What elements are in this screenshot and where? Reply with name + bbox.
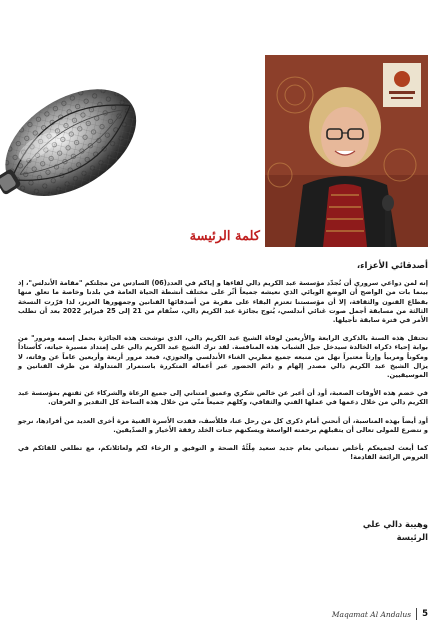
greeting: أصدقائي الأعزاء، — [356, 261, 428, 271]
president-portrait-photo — [265, 55, 428, 247]
signer-role: الرئيسة — [396, 532, 428, 542]
letter-paragraph: تحتفل هذه السنة بالذكرى الرابعة والأربعين لوفاة الشيخ عبد الكريم دالي، الذي توشحت هذه الجائزة بحمل إسمه ومرور" من بوابة إحياء ذكراه الخالدة سيدخل جيل الشباب هذه المنافسة. لقد ترك الشيخ عبد الكريم دالي على إمتداد مسيرة حياته، كأستاذاً ومكوناً ومربياً وإرثاً معتبراً نهل من منبعه جميع مطربي الغناء الأندلسي والحوزي، فبعد مرور أربعة وأربعين عاماً عن وفاته، لا يزال الشيخ عبد الكريم دالي مصدر إلهام و دائم الحضور عبر أعماله المتكررة باستمرار المتداولة من طرف الفنانين و الموسيقيين. — [18, 334, 428, 380]
section-title: كلمة الرئيسة — [189, 229, 260, 244]
signer-name: وهيبة دالي علي — [362, 519, 428, 529]
letter-paragraph: كما أبعث لجميعكم بأخلص تمنياتي بعام جديد سعيد مِلْئُهُ الصحة و التوفيق و الرخاء لكم ولعائلاتكم، مع تطلعي للقائكم في العروض الرائعة القادمة! — [18, 444, 428, 462]
footer-divider — [416, 608, 417, 620]
signature-block — [363, 518, 428, 544]
letter-body — [18, 262, 428, 471]
magazine-name: Maqamat Al Andalus — [331, 609, 412, 619]
oud-instrument-image — [0, 58, 150, 223]
letter-paragraph: أود أيضاً بهذه المناسبة، أن أنحني أمام ذكرى كل من رحل عنا، فللأسف، فقدت الأسرة الفنية مرة أخرى العديد من أفرادها، نرجو و نتضرع للمولى تعالى أن يتقبلهم برحمته الواسعة ويسكنهم جنات الخلد رفقة الأخيار و الصدّيقين. — [18, 416, 428, 434]
page-number: 5 — [422, 609, 428, 619]
letter-paragraph: إنه لمن دواعي سروري أن نُجدّد مؤسسة عبد الكريم دالي لقاءها و إياكم في العدد(06) السادس من مجلتكم "مقامة الأندلس"، إذ بينما بات من الواضح أن الوضع الوبائي الذي نعيشه جميعاً أثّر على مختلف أنشطة الحياة العامة في بلدنا وخاصة ما تعلق منها بقطاع الفنون والثقافة، إلا أن مؤسستنا تعتزم البقاء على مقربة من أصدقائها الفنانين وجمهورها العزيز، لذا قرّرت النسخة الثالثة من مسابقة أجمل صوت غنائي أندلسي، يُتوج بجائزة عبد الكريم دالي، ستُقام من 21 إلى 25 فبراير 2022 بعد أن تطلب الأمر في فترة سابقة تأجيلها. — [18, 279, 429, 325]
letter-paragraph: في خضم هذه الأوقات الصعبة، أود أن أعبر عن خالص شكري وعميق امتناني إلى جميع الرعاة والشركاء عن ثقتهم بمؤسسة عبد الكريم دالي من خلال دعمها في عملها الفني والثقافي، وكلهم جميعاً منّي من خلال هذه الساحة كل التقدير و العرفان. — [18, 389, 428, 407]
page-footer — [332, 608, 428, 620]
